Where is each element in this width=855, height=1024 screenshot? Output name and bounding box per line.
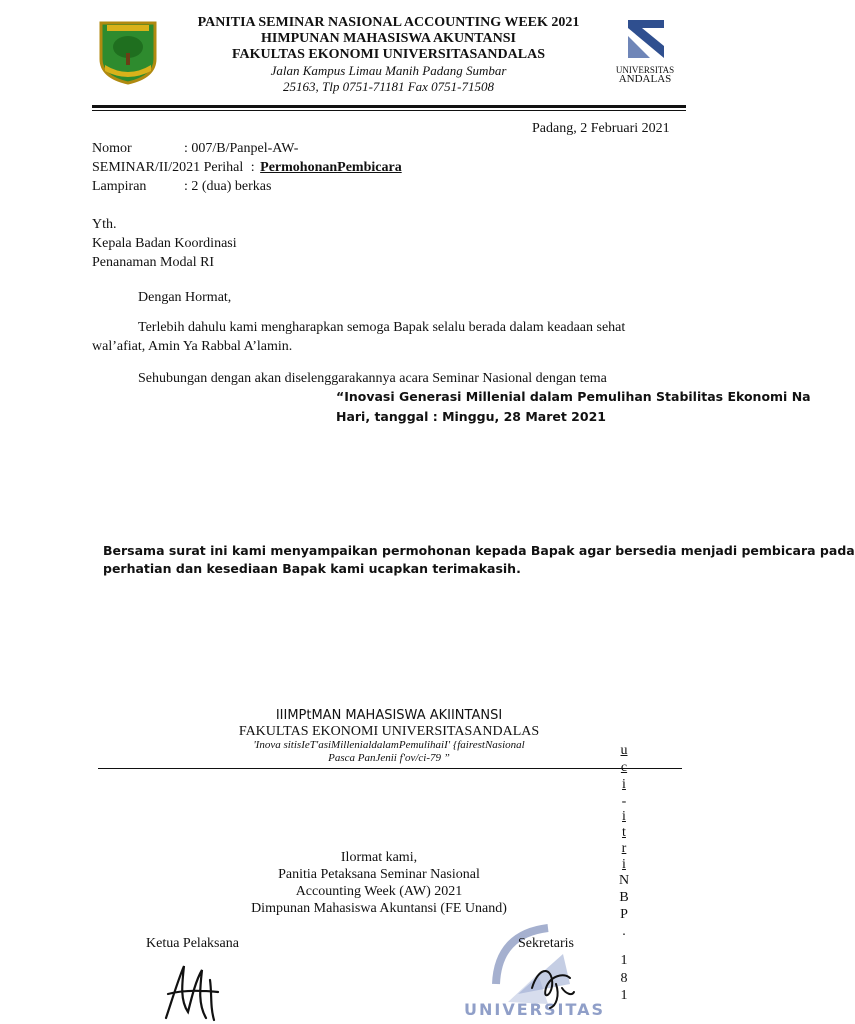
- sekretaris-signature: [526, 958, 578, 1012]
- footer-org-line-2: FAKULTAS EKONOMI UNIVERSITASANDALAS: [238, 724, 540, 739]
- faculty-title: FAKULTAS EKONOMI UNIVERSITASANDALAS: [232, 47, 545, 62]
- closing-committee: Panitia Petaksana Seminar Nasional: [278, 867, 480, 882]
- header-rule-thin: [92, 110, 686, 111]
- nomor-label: Nomor: [92, 141, 132, 156]
- vertical-char: -: [621, 794, 627, 809]
- ketua-label: Ketua Pelaksana: [146, 936, 239, 951]
- paragraph-1-line-2: wal’afiat, Amin Ya Rabbal A’lamin.: [92, 339, 293, 354]
- seminar-theme: “Inovasi Generasi Millenial dalam Pemulihan Stabilitas Ekonomi Na: [336, 389, 811, 404]
- recipient-line-1: Kepala Badan Koordinasi: [92, 236, 237, 251]
- regional-emblem-logo: [97, 19, 159, 85]
- footer-org-line-1: IIIMPtMAN MAHASISWA AKIINTANSI: [275, 708, 503, 723]
- ketua-signature: [158, 960, 228, 1024]
- vertical-char: r: [621, 841, 627, 856]
- stamp-text: UNIVERSITAS: [464, 1000, 606, 1019]
- nomor-value: : 007/B/Panpel-AW-: [184, 141, 299, 156]
- greeting: Dengan Hormat,: [138, 290, 232, 305]
- footer-org-line-3: 'Inova sitisIeT'asiMillenialdalamPemulihaiI' {fairestNasional: [253, 739, 525, 751]
- vertical-char: P: [620, 907, 628, 922]
- vertical-char: 8: [620, 971, 628, 986]
- footer-org-line-4: Pasca PanJenii f'ov/ci-79 ”: [328, 752, 450, 764]
- lampiran-label: Lampiran: [92, 179, 147, 194]
- event-date: Hari, tanggal : Minggu, 28 Maret 2021: [336, 409, 606, 424]
- committee-title: PANITIA SEMINAR NASIONAL ACCOUNTING WEEK 2021: [197, 15, 580, 30]
- closing-event: Accounting Week (AW) 2021: [295, 884, 463, 899]
- footer-rule: [98, 768, 682, 769]
- vertical-char: u: [620, 743, 628, 758]
- vertical-char: c: [620, 760, 628, 775]
- vertical-char: t: [622, 825, 626, 840]
- recipient-line-2: Penanaman Modal RI: [92, 255, 215, 270]
- place-date: Padang, 2 Februari 2021: [532, 121, 670, 136]
- request-line-1: Bersama surat ini kami menyampaikan permohonan kepada Bapak agar bersedia menjadi pembicara pada: [103, 543, 855, 558]
- paragraph-2: Sehubungan dengan akan diselenggarakannya acara Seminar Nasional dengan tema: [138, 371, 607, 386]
- closing-association: Dimpunan Mahasiswa Akuntansi (FE Unand): [251, 901, 507, 916]
- sekretaris-label: Sekretaris: [518, 936, 574, 951]
- closing-regards: Ilormat kami,: [340, 850, 418, 865]
- right-logo-text-2: ANDALAS: [618, 73, 672, 85]
- perihal-value: PermohonanPembicara: [260, 160, 402, 175]
- header-rule-thick: [92, 105, 686, 108]
- vertical-char: i: [622, 777, 626, 792]
- vertical-char: .: [622, 924, 626, 939]
- right-logo-text-1: UNIVERSITAS: [615, 65, 675, 75]
- contact-line: 25163, Tlp 0751-71181 Fax 0751-71508: [283, 79, 494, 94]
- vertical-char: i: [622, 809, 626, 824]
- vertical-char: i: [622, 857, 626, 872]
- recipient-salutation: Yth.: [92, 217, 117, 232]
- vertical-char: 1: [620, 953, 628, 968]
- nomor-continuation: [92, 158, 402, 177]
- university-logo: [622, 16, 670, 66]
- request-line-2: perhatian dan kesediaan Bapak kami ucapkan terimakasih.: [103, 561, 521, 576]
- paragraph-1-line-1: Terlebih dahulu kami mengharapkan semoga Bapak selalu berada dalam keadaan sehat: [138, 320, 626, 335]
- perihal-label: SEMINAR/II/2021 Perihal: [92, 160, 244, 175]
- address-line: Jalan Kampus Limau Manih Padang Sumbar: [270, 63, 507, 78]
- vertical-char: 1: [620, 988, 628, 1003]
- perihal-colon: :: [250, 160, 255, 175]
- vertical-char: N: [618, 873, 630, 888]
- vertical-char: B: [619, 890, 629, 905]
- association-title: HIMPUNAN MAHASISWA AKUNTANSI: [261, 31, 516, 46]
- lampiran-value: : 2 (dua) berkas: [184, 179, 272, 194]
